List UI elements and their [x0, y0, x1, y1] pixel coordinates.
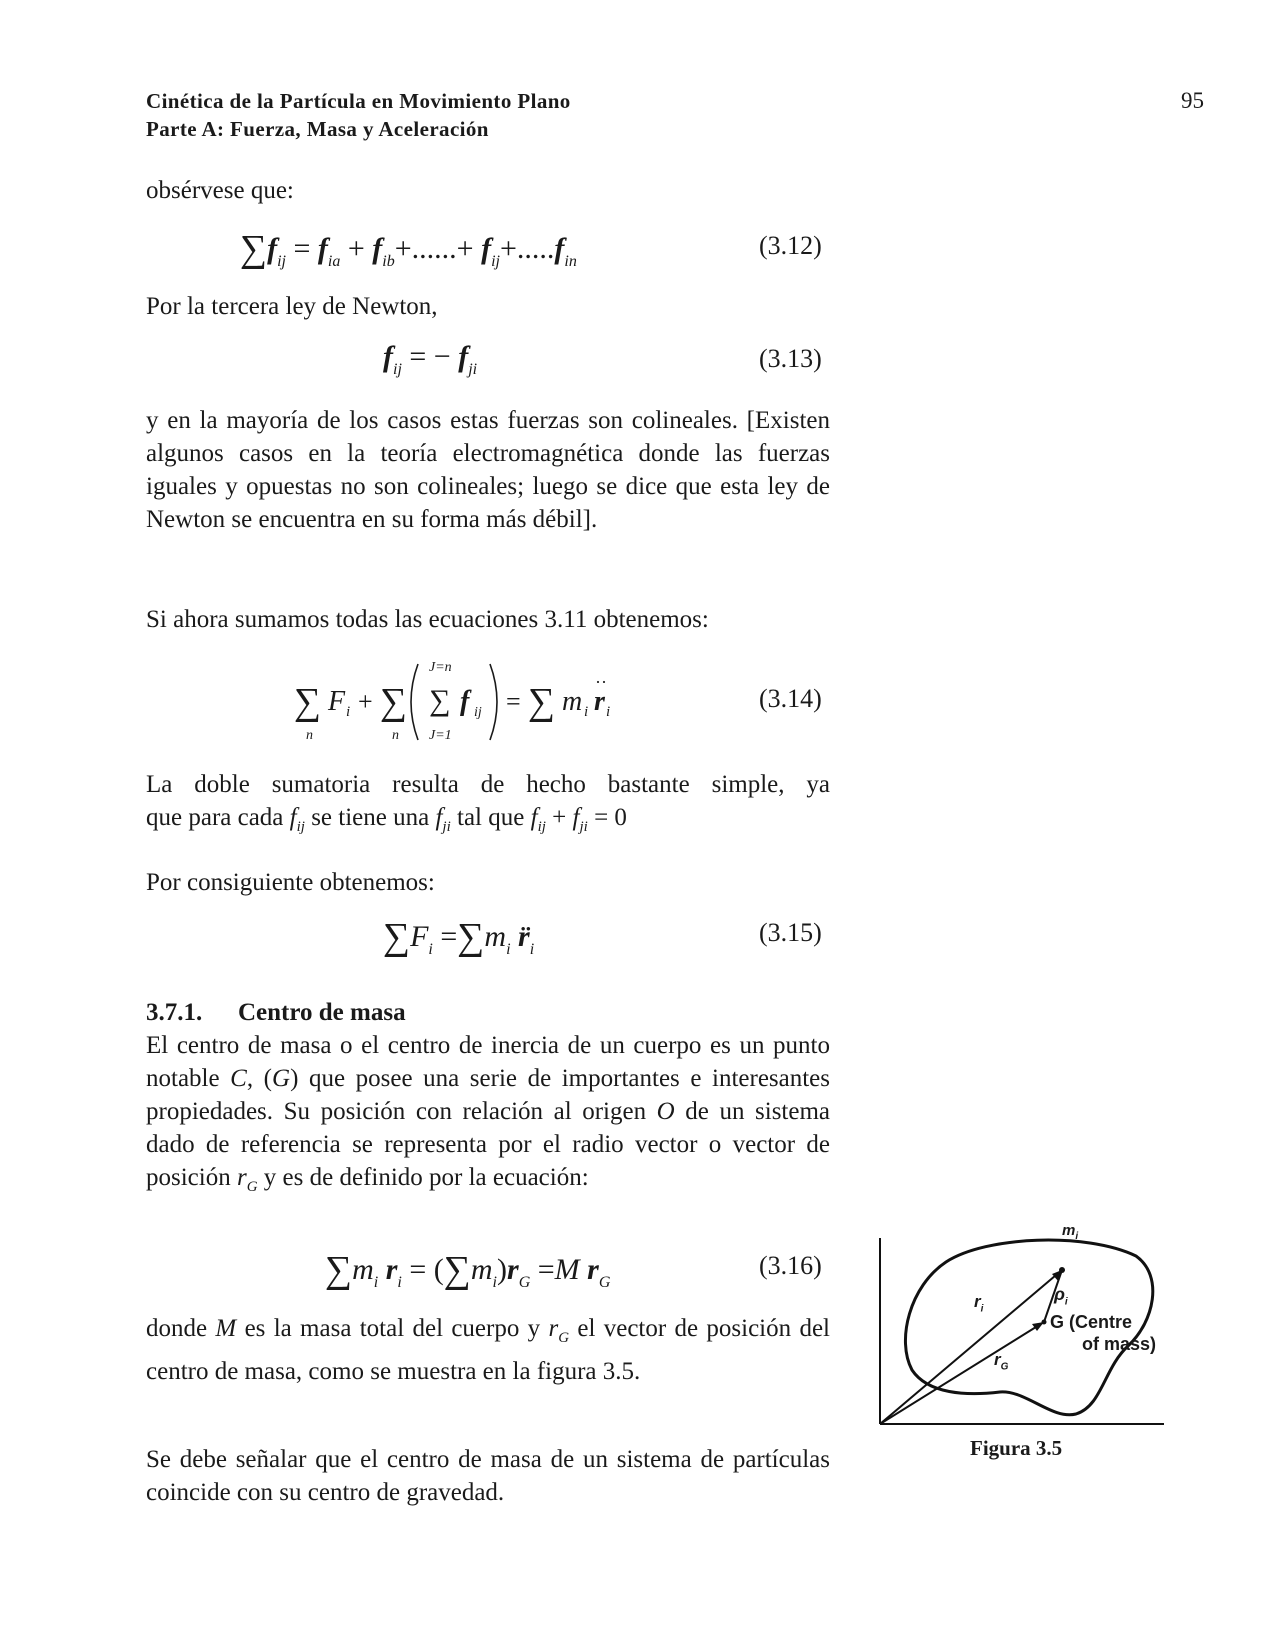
svg-text:F: F	[328, 686, 346, 717]
label-centre-of-mass: G (Centre	[1050, 1312, 1133, 1332]
label-rho	[1054, 1284, 1068, 1308]
svg-text:f: f	[460, 686, 470, 717]
paragraph-total-mass: donde M es la masa total del cuerpo y $r_G$ el vector de posición del centro de masa, como se muestra en la figura 3.5.	[146, 1315, 830, 1385]
paragraph-colinear: y en la mayoría de los casos estas fuerzas son colineales. [Existen algunos casos en la teoría electromagnética donde las fuerzas iguales y opuestas no son colineales; luego se dice que esta ley de Newton se encuentra en su forma más débil].	[146, 407, 830, 533]
equation-3-13: $f_{ij}$ = − $f_{ji}$	[383, 340, 478, 378]
svg-text:i: i	[584, 704, 589, 720]
text-fragment: de un sistema dado de referencia se representa por el radio vector o vector de posición	[146, 1098, 831, 1191]
paragraph-gravity: Se debe señalar que el centro de masa de un sistema de partículas coincide con su centro de gravedad.	[146, 1446, 830, 1506]
figure-3-5	[876, 1222, 1166, 1430]
equation-3-14-graphic	[292, 658, 632, 746]
paragraph-sum: Si ahora sumamos todas las ecuaciones 3.11 obtenemos:	[146, 606, 709, 633]
equation-number-3-12: (3.12)	[759, 231, 822, 260]
label-mi-sub: i	[1075, 1231, 1079, 1242]
symbol-M: M	[215, 1315, 237, 1342]
running-header-title: Cinética de la Partícula en Movimiento Plano	[146, 89, 571, 113]
label-ri-text: r	[974, 1292, 981, 1311]
equation-number-3-15: (3.15)	[759, 918, 822, 947]
label-rG-text: r	[994, 1350, 1001, 1369]
equation-3-15: $\sum F_i =\sum m_i$ $r̈_i$	[383, 916, 535, 958]
text-fragment: y es de definido por la ecuación:	[263, 1164, 589, 1191]
section-number: 3.7.1.	[146, 999, 203, 1026]
text-fragment: El centro de masa o el centro de inercia de un cuerpo es un punto notable	[146, 1032, 830, 1092]
text-fragment: tal que	[457, 804, 525, 831]
text-fragment: se tiene una	[311, 804, 430, 831]
label-ri-sub: i	[980, 1303, 984, 1315]
label-rG-sub: G	[1000, 1361, 1009, 1373]
svg-text:i: i	[346, 704, 351, 720]
text-fragment: es la masa total del cuerpo y	[244, 1315, 541, 1342]
sum-upper-limit: J=n	[429, 660, 452, 675]
text-fragment: , (	[246, 1065, 273, 1092]
equation-3-14	[292, 658, 632, 746]
label-rG	[994, 1350, 1008, 1372]
label-rho-sub: i	[1064, 1296, 1068, 1308]
svg-text:∑: ∑	[380, 681, 408, 723]
svg-text:+: +	[358, 687, 373, 716]
equation-number-3-13: (3.13)	[759, 344, 822, 373]
equation-number-3-16: (3.16)	[759, 1251, 822, 1280]
text-fragment: ) que posee una serie de importantes e interesantes propiedades. Su posición con relación al origen	[146, 1065, 831, 1125]
symbol-G: G	[272, 1065, 291, 1092]
equation-number-3-14: (3.14)	[759, 684, 822, 713]
svg-text:=: =	[506, 687, 521, 716]
intro-text: obsérvese que:	[146, 177, 294, 204]
section-title: Centro de masa	[238, 999, 406, 1026]
paragraph-center-of-mass: El centro de masa o el centro de inercia de un cuerpo es un punto notable C, (G) que posee una serie de importantes e interesantes propiedades. Su posición con relación al origen O de un sistema dado de referencia se representa por el radio vector o vector de posición $r_G$ y es de definido por la ecuación:	[146, 1032, 831, 1195]
paragraph-double-sum-line2: que para cada $f_{ij}$ se tiene una $f_{ji}$ tal que $f_{ij} + f_{ji} = 0$	[146, 804, 627, 835]
svg-text:m: m	[562, 686, 583, 717]
sum-index-n-1: n	[306, 728, 313, 743]
svg-text:··: ··	[595, 672, 607, 692]
svg-text:∑: ∑	[429, 684, 451, 717]
svg-text:∑: ∑	[294, 681, 322, 723]
label-of-mass: of mass)	[1082, 1334, 1157, 1354]
label-ri	[974, 1292, 983, 1314]
label-mi	[1062, 1222, 1078, 1242]
newton-text: Por la tercera ley de Newton,	[146, 293, 438, 320]
equation-3-16: $\sum m_i$ $r_i = (\sum m_i)r_G =M$ $r_G$	[325, 1249, 611, 1291]
text-fragment: que para cada	[146, 804, 284, 831]
equation-3-12: $\sum f_{ij} = f_{ia} + f_{ib}+......+ f_{ij}+.....f_{in}$	[240, 228, 577, 270]
paragraph-double-sum-line1: La doble sumatoria resulta de hecho bastante simple, ya	[146, 771, 830, 798]
sum-index-n-2: n	[392, 728, 399, 743]
svg-text:r: r	[594, 686, 605, 717]
figure-caption: Figura 3.5	[970, 1436, 1063, 1460]
symbol-C: C	[230, 1065, 247, 1092]
text-fragment: donde	[146, 1315, 208, 1342]
label-rho-text: ρ	[1054, 1284, 1065, 1304]
svg-text:ij: ij	[474, 705, 482, 720]
paragraph-consequently: Por consiguiente obtenemos:	[146, 869, 435, 896]
symbol-O: O	[656, 1098, 675, 1125]
running-header-subtitle: Parte A: Fuerza, Masa y Aceleración	[146, 117, 489, 141]
sum-lower-limit: J=1	[429, 728, 452, 743]
svg-text:i: i	[606, 704, 611, 720]
svg-text:∑: ∑	[528, 681, 556, 723]
page-number: 95	[1181, 88, 1204, 113]
label-mi-text: m	[1062, 1222, 1076, 1239]
text-fragment: el vector de posición del centro de masa, como se muestra en la figura 3.5.	[146, 1315, 830, 1385]
text-fragment: = 0	[594, 804, 627, 831]
